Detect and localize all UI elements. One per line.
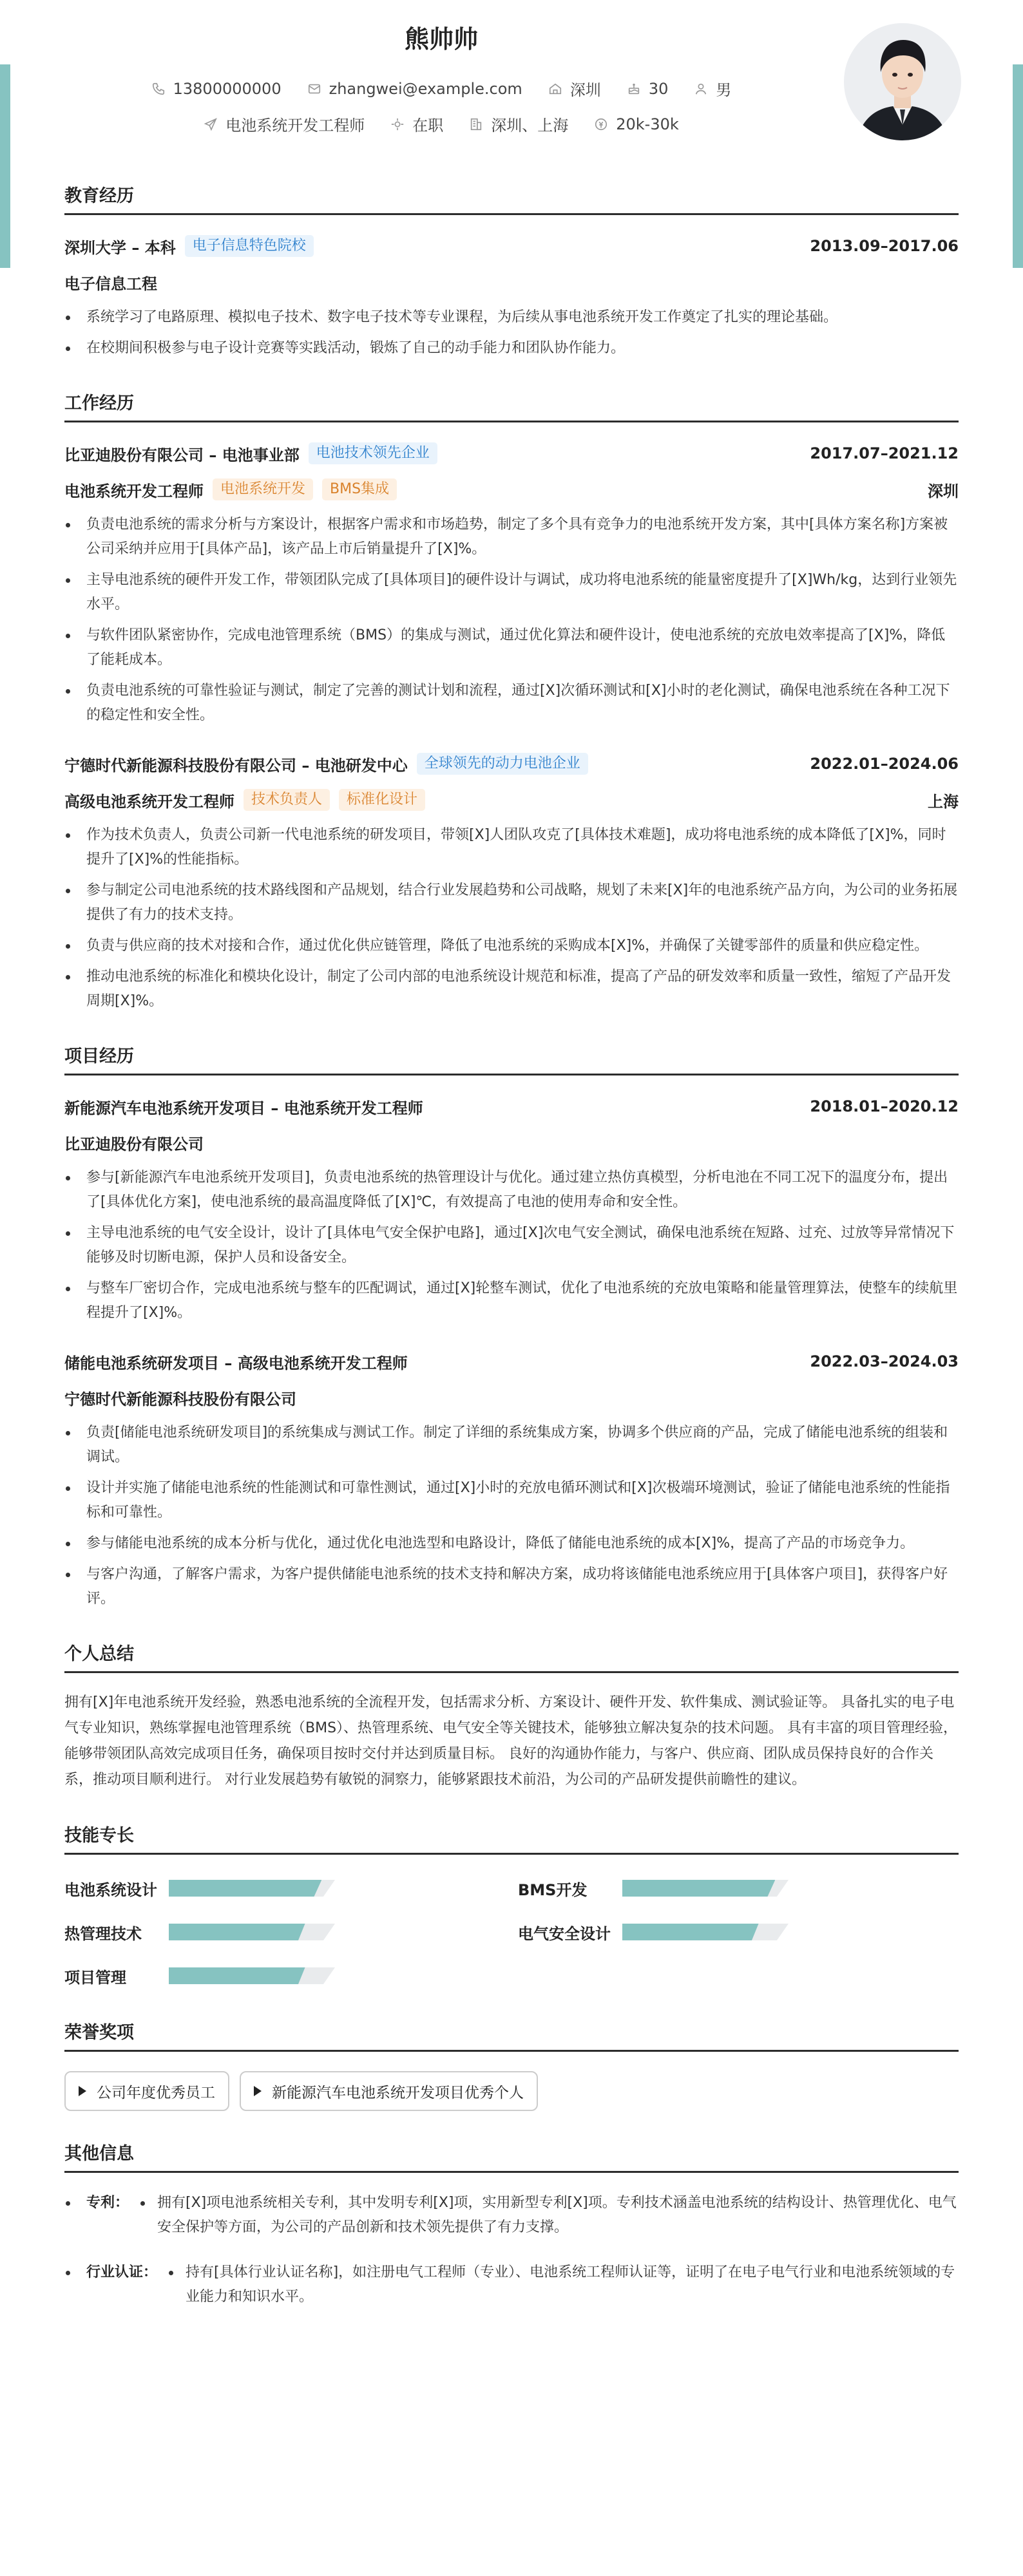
school-tag: 电子信息特色院校 — [185, 235, 314, 257]
send-icon — [204, 117, 218, 131]
skill-name: 热管理技术 — [64, 1924, 142, 1943]
play-triangle-icon — [79, 2086, 86, 2096]
skill-level-bar — [169, 1924, 335, 1940]
award-chip — [64, 2071, 229, 2111]
project-name: 新能源汽车电池系统开发项目 – 电池系统开发工程师 — [64, 1099, 423, 1117]
city-text: 深圳 — [569, 81, 601, 99]
other-item — [64, 2191, 959, 2240]
phone-icon — [151, 82, 166, 96]
project-section-title: 项目经历 — [64, 1042, 959, 1075]
awards-list — [64, 2071, 959, 2111]
skill-level-bar — [622, 1880, 789, 1897]
salary-text: 20k-30k — [616, 115, 679, 133]
other-text: 持有[具体行业认证名称]，如注册电气工程师（专业）、电池系统工程师认证等，证明了在电子电气行业和电池系统领域的专业能力和知识水平。 — [157, 2260, 959, 2309]
major: 电子信息工程 — [64, 274, 157, 293]
company-tag: 电池技术领先企业 — [309, 442, 437, 464]
other-text: 拥有[X]项电池系统相关专利，其中发明专利[X]项，实用新型专利[X]项。专利技术涵盖电池系统的结构设计、热管理优化、电气安全保护等方面，为公司的产品创新和技术领先提供了有力支撑。 — [129, 2191, 959, 2240]
work-entry — [64, 752, 959, 1014]
work-date: 2022.01–2024.06 — [810, 755, 959, 773]
list-item: 与软件团队紧密协作，完成电池管理系统（BMS）的集成与测试，通过优化算法和硬件设计，使电池系统的充放电效率提高了[X]%，降低了能耗成本。 — [64, 623, 959, 672]
user-icon — [694, 82, 708, 96]
job-target-item — [204, 113, 365, 135]
role-tag: 电池系统开发 — [213, 478, 313, 500]
contact-row — [64, 77, 818, 100]
list-item: 负责电池系统的需求分析与方案设计，根据客户需求和市场趋势，制定了多个具有竞争力的电池系统开发方案，其中[具体方案名称]方案被公司采纳并应用于[具体产品]，该产品上市后销量提升了[X]%。 — [64, 513, 959, 562]
job-target-text: 电池系统开发工程师 — [225, 117, 365, 135]
role-tag: 标准化设计 — [339, 789, 425, 811]
money-icon — [594, 117, 608, 131]
other-item — [64, 2260, 959, 2309]
portrait-photo — [844, 23, 961, 140]
project-date: 2022.03–2024.03 — [810, 1352, 959, 1370]
education-date: 2013.09–2017.06 — [810, 237, 959, 255]
age-text: 30 — [648, 79, 669, 98]
skills-section — [64, 1821, 959, 1990]
skill-item — [518, 1874, 959, 1902]
home-icon — [548, 82, 562, 96]
award-name: 公司年度优秀员工 — [97, 2084, 215, 2101]
building-icon — [469, 117, 483, 131]
work-entry — [64, 442, 959, 728]
list-item: 作为技术负责人，负责公司新一代电池系统的研发项目，带领[X]人团队攻克了[具体技术难题]，成功将电池系统的成本降低了[X]%，同时提升了[X]%的性能指标。 — [64, 823, 959, 872]
company-name: 宁德时代新能源科技股份有限公司 – 电池研发中心 — [64, 756, 408, 775]
skills-section-title: 技能专长 — [64, 1821, 959, 1855]
work-bullets — [64, 513, 959, 728]
salary-item — [594, 115, 679, 133]
skill-item — [64, 1874, 518, 1902]
right-accent-bar — [1013, 64, 1023, 268]
list-item: 主导电池系统的硬件开发工作，带领团队完成了[具体项目]的硬件设计与调试，成功将电池系统的能量密度提升了[X]Wh/kg，达到行业领先水平。 — [64, 568, 959, 617]
skill-level-bar — [169, 1880, 335, 1897]
list-item: 在校期间积极参与电子设计竞赛等实践活动，锻炼了自己的动手能力和团队协作能力。 — [64, 336, 959, 361]
project-bullets — [64, 1166, 959, 1325]
job-role: 高级电池系统开发工程师 — [64, 792, 234, 811]
left-accent-bar — [0, 64, 10, 268]
company-name: 比亚迪股份有限公司 – 电池事业部 — [64, 446, 300, 464]
status-text: 在职 — [412, 117, 444, 135]
other-section-title: 其他信息 — [64, 2139, 959, 2173]
award-chip — [240, 2071, 538, 2111]
email-item — [307, 80, 522, 98]
summary-section — [64, 1640, 959, 1793]
other-section — [64, 2139, 959, 2309]
project-bullets — [64, 1421, 959, 1611]
project-date: 2018.01–2020.12 — [810, 1097, 959, 1115]
list-item: 设计并实施了储能电池系统的性能测试和可靠性测试，通过[X]小时的充放电循环测试和[X]次极端环境测试，验证了储能电池系统的性能指标和可靠性。 — [64, 1476, 959, 1525]
role-tag: 技术负责人 — [244, 789, 330, 811]
other-label: 专利： — [64, 2191, 129, 2240]
phone-item — [151, 80, 282, 98]
list-item: 与整车厂密切合作，完成电池系统与整车的匹配调试，通过[X]轮整车测试，优化了电池系统的充放电策略和能量管理算法，使整车的续航里程提升了[X]%。 — [64, 1276, 959, 1325]
job-role: 电池系统开发工程师 — [64, 482, 204, 500]
phone-text: 13800000000 — [173, 79, 282, 98]
project-name: 储能电池系统研发项目 – 高级电池系统开发工程师 — [64, 1354, 408, 1372]
skills-grid — [64, 1874, 959, 1990]
other-label: 行业认证： — [64, 2260, 157, 2309]
cake-icon — [627, 82, 641, 96]
skill-item — [64, 1962, 518, 1990]
awards-section — [64, 2018, 959, 2111]
play-triangle-icon — [254, 2086, 262, 2096]
list-item: 推动电池系统的标准化和模块化设计，制定了公司内部的电池系统设计规范和标准，提高了产品的研发效率和质量一致性，缩短了产品开发周期[X]%。 — [64, 965, 959, 1014]
work-date: 2017.07–2021.12 — [810, 444, 959, 462]
gender-text: 男 — [716, 81, 732, 99]
role-tag: BMS集成 — [322, 478, 397, 500]
list-item: 系统学习了电路原理、模拟电子技术、数字电子技术等专业课程，为后续从事电池系统开发工作奠定了扎实的理论基础。 — [64, 305, 959, 330]
awards-section-title: 荣誉奖项 — [64, 2018, 959, 2052]
education-entry — [64, 234, 959, 361]
work-city: 上海 — [928, 792, 959, 811]
company-tag: 全球领先的动力电池企业 — [417, 753, 588, 775]
email-text: zhangwei@example.com — [329, 79, 522, 98]
list-item: 负责[储能电池系统研发项目]的系统集成与测试工作。制定了详细的系统集成方案，协调多个供应商的产品，完成了储能电池系统的组装和调试。 — [64, 1421, 959, 1470]
project-entry — [64, 1350, 959, 1611]
skill-name: BMS开发 — [518, 1880, 588, 1899]
resume-header — [64, 0, 959, 169]
skill-level-bar — [622, 1924, 789, 1940]
list-item: 参与制定公司电池系统的技术路线图和产品规划，结合行业发展趋势和公司战略，规划了未来[X]年的电池系统产品方向，为公司的业务拓展提供了有力的技术支持。 — [64, 878, 959, 927]
award-name: 新能源汽车电池系统开发项目优秀个人 — [272, 2084, 524, 2101]
work-bullets — [64, 823, 959, 1014]
target-city-item — [469, 113, 568, 135]
mail-icon — [307, 82, 321, 96]
list-item: 负责与供应商的技术对接和合作，通过优化供应链管理，降低了电池系统的采购成本[X]%，并确保了关键零部件的质量和供应稳定性。 — [64, 934, 959, 958]
status-item — [390, 113, 443, 135]
resume-page — [64, 0, 959, 2309]
city-item — [548, 77, 601, 100]
education-section — [64, 182, 959, 361]
avatar — [844, 23, 961, 140]
project-company: 比亚迪股份有限公司 — [64, 1135, 204, 1153]
work-section — [64, 389, 959, 1014]
project-section — [64, 1042, 959, 1611]
skill-name: 电气安全设计 — [518, 1924, 611, 1943]
skill-name: 电池系统设计 — [64, 1880, 157, 1899]
work-city: 深圳 — [928, 482, 959, 500]
candidate-name: 熊帅帅 — [404, 25, 478, 53]
project-company: 宁德时代新能源科技股份有限公司 — [64, 1390, 296, 1408]
summary-section-title: 个人总结 — [64, 1640, 959, 1673]
summary-text: 拥有[X]年电池系统开发经验，熟悉电池系统的全流程开发，包括需求分析、方案设计、硬件开发、软件集成、测试验证等。 具备扎实的电子电气专业知识，熟练掌握电池管理系统（BMS）、热管理系统、电气安全等关键技术，能够独立解决复杂的技术问题。 具有丰富的项目管理经验，能够带领团队高效完成项目任务，确保项目按时交付并达到质量目标。 良好的沟通协作能力，与客户、供应商、团队成员保持良好的合作关系，推动项目顺利进行。 对行业发展趋势有敏锐的洞察力，能够紧跟技术前沿，为公司的产品研发提供前瞻性的建议。 — [64, 1694, 958, 1788]
skill-item — [64, 1918, 518, 1946]
list-item: 负责电池系统的可靠性验证与测试，制定了完善的测试计划和流程，通过[X]次循环测试和[X]小时的老化测试，确保电池系统在各种工况下的稳定性和安全性。 — [64, 679, 959, 728]
skill-name: 项目管理 — [64, 1968, 126, 1987]
list-item: 与客户沟通，了解客户需求，为客户提供储能电池系统的技术支持和解决方案，成功将该储能电池系统应用于[具体客户项目]，获得客户好评。 — [64, 1562, 959, 1611]
skill-item — [518, 1918, 959, 1946]
job-intent-row — [64, 113, 818, 135]
target-city-text: 深圳、上海 — [491, 117, 569, 135]
list-item: 参与储能电池系统的成本分析与优化，通过优化电池选型和电路设计，降低了储能电池系统的成本[X]%，提高了产品的市场竞争力。 — [64, 1531, 959, 1556]
education-bullets — [64, 305, 959, 361]
status-icon — [390, 117, 405, 131]
education-section-title: 教育经历 — [64, 182, 959, 215]
gender-item — [694, 77, 731, 100]
school-degree: 深圳大学 – 本科 — [64, 238, 176, 257]
age-item — [627, 80, 669, 98]
list-item: 主导电池系统的电气安全设计，设计了[具体电气安全保护电路]，通过[X]次电气安全测试，确保电池系统在短路、过充、过放等异常情况下能够及时切断电源，保护人员和设备安全。 — [64, 1221, 959, 1270]
work-section-title: 工作经历 — [64, 389, 959, 422]
list-item: 参与[新能源汽车电池系统开发项目]，负责电池系统的热管理设计与优化。通过建立热仿真模型，分析电池在不同工况下的温度分布，提出了[具体优化方案]，使电池系统的最高温度降低了[X]℃，有效提高了电池的使用寿命和安全性。 — [64, 1166, 959, 1215]
skill-level-bar — [169, 1967, 335, 1984]
project-entry — [64, 1095, 959, 1325]
